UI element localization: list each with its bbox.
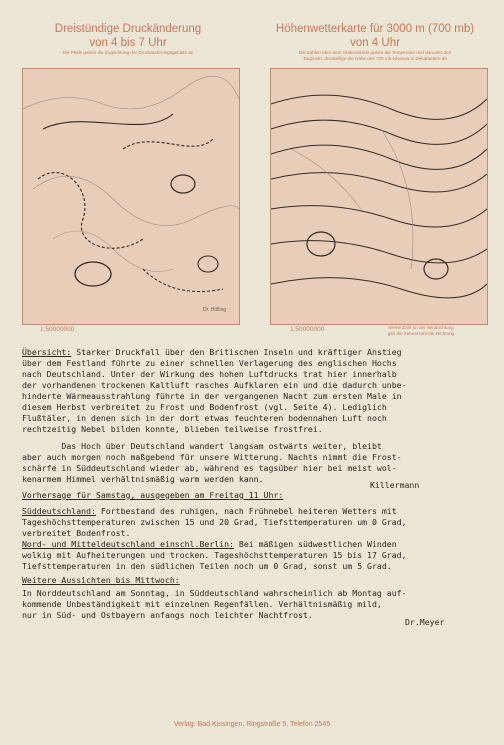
signature-meyer: Dr.Meyer — [405, 617, 445, 627]
right-map-note-line1: Kleine Zahl an der Windrichtung — [388, 325, 454, 330]
uebersicht-body-line: der vorhandenen trockenen Kaltluft rasches Aufklaren ein und die dadurch unbe- — [22, 380, 407, 390]
uebersicht-label: Übersicht: — [22, 347, 72, 357]
uebersicht-body-line: diesem Herbst verbreitet zu Frost und Bodenfrost (vgl. Seite 4). Lediglich — [22, 402, 387, 412]
left-map-title-line2: von 4 bis 7 Uhr — [89, 37, 167, 49]
sued-body-line: verbreitet Bodenfrost. — [22, 528, 131, 538]
sued-body-line: Tageshöchsttemperaturen zwischen 15 und 20 Grad, Tiefsttemperaturen um 0 Grad, — [22, 517, 407, 527]
paragraph2-line: kenarmem Himmel verhältnismäßig warm werden kann. — [22, 474, 264, 484]
uebersicht-heading-line — [22, 347, 484, 358]
sued-line1: Fortbestand des ruhigen, nach Frühnebel heiteren Wetters mit — [95, 506, 397, 516]
sued-label: Süddeutschland: — [22, 506, 96, 516]
paragraph2-line: schärfe in Süddeutschland wieder ab, während es tagsüber hier bei meist wol- — [22, 463, 397, 473]
left-map-title — [18, 22, 238, 50]
right-map-title-line2: von 4 Uhr — [350, 37, 400, 49]
right-map-scale: 1:50000000 — [290, 326, 325, 333]
pressure-change-map-drawing — [23, 69, 239, 324]
left-map-scale: 1:50000000 — [40, 326, 75, 333]
publisher-footer: Verlag: Bad Kissingen, Ringstraße 5, Telefon 2545 — [173, 721, 331, 728]
upper-air-map — [270, 68, 488, 325]
left-map-subtitle: Die Pfeile geben die Zugrichtung der Druckänderungsgebiete an — [62, 50, 194, 55]
right-map-title — [265, 22, 485, 50]
nord-body-line: wolkig mit Aufheiterungen und trocken. Tageshöchsttemperaturen 15 bis 17 Grad, — [22, 550, 407, 560]
right-map-subtitle — [265, 50, 485, 62]
pressure-change-map — [22, 68, 240, 325]
nord-body-line: Tiefsttemperaturen in den südlichen Teilen noch um 0 Grad, sonst um 5 Grad. — [22, 561, 392, 571]
weitere-body-line: nur in Süd- und Ostbayern anfangs noch leichter Nachtfrost. — [22, 610, 313, 620]
paragraph2-line: aber auch morgen noch maßgebend für unsere Witterung. Nachts nimmt die Frost- — [22, 452, 402, 462]
left-map-title-line1: Dreistündige Druckänderung — [54, 23, 202, 35]
weitere-body-line: In Norddeutschland am Sonntag, in Süddeutschland wahrscheinlich ab Montag auf- — [22, 588, 407, 598]
nord-label: Nord- und Mitteldeutschland einschl.Berlin: — [22, 539, 234, 549]
uebersicht-body-line: nach Deutschland. Unter der Wirkung des hohen Luftdrucks trat hier innerhalb — [22, 369, 397, 379]
uebersicht-line1: Starker Druckfall über den Britischen Inseln und kräftiger Anstieg — [71, 347, 402, 357]
right-map-note — [372, 325, 470, 336]
right-map-note-line2: gibt die Zehnerzahl der Richtung — [387, 330, 455, 336]
uebersicht-body-line: hinderte Wärmeausstrahlung führte in der vergangenen Nacht zum ersten Male in — [22, 391, 402, 401]
right-map-title-line1: Höhenwetterkarte für 3000 m (700 mb) — [275, 23, 475, 35]
upper-air-map-drawing — [271, 69, 487, 324]
nord-heading-line — [22, 539, 484, 550]
right-map-subtitle-line2: Taupunkt, dreistellige die Höhe des 700 mb-Niveaus in Dekametern an — [303, 56, 447, 61]
uebersicht-body-line: Flußtäler, in denen sich in der dort etwas feuchteren bodennahen Luft noch — [22, 413, 387, 423]
nord-line1: Bei mäßigen südwestlichen Winden — [233, 539, 397, 549]
paragraph2-line: Das Hoch über Deutschland wandert langsam ostwärts weiter, bleibt — [22, 441, 382, 451]
weitere-body-line: kommende Unbeständigkeit mit einzelnen Regenfällen. Verhältnismäßig mild, — [22, 599, 382, 609]
right-map-subtitle-line1: Die Zahlen über dem Stationskreis geben die Temperatur und darunter den — [298, 50, 452, 55]
left-map-signature: Dr. Hölling — [203, 307, 227, 313]
uebersicht-body-line: über dem Festland führte zu einer schnellen Verlagerung des englischen Hochs — [22, 358, 397, 368]
sued-heading-line — [22, 506, 484, 517]
uebersicht-body-line: rechtzeitig Nebel bilden konnte, blieben teilweise frostfrei. — [22, 424, 323, 434]
vorhersage-heading: Vorhersage für Samstag, ausgegeben am Freitag 11 Uhr: — [22, 490, 284, 500]
weitere-heading: Weitere Aussichten bis Mittwoch: — [22, 575, 180, 585]
signature-killermann: Killermann — [370, 480, 420, 490]
